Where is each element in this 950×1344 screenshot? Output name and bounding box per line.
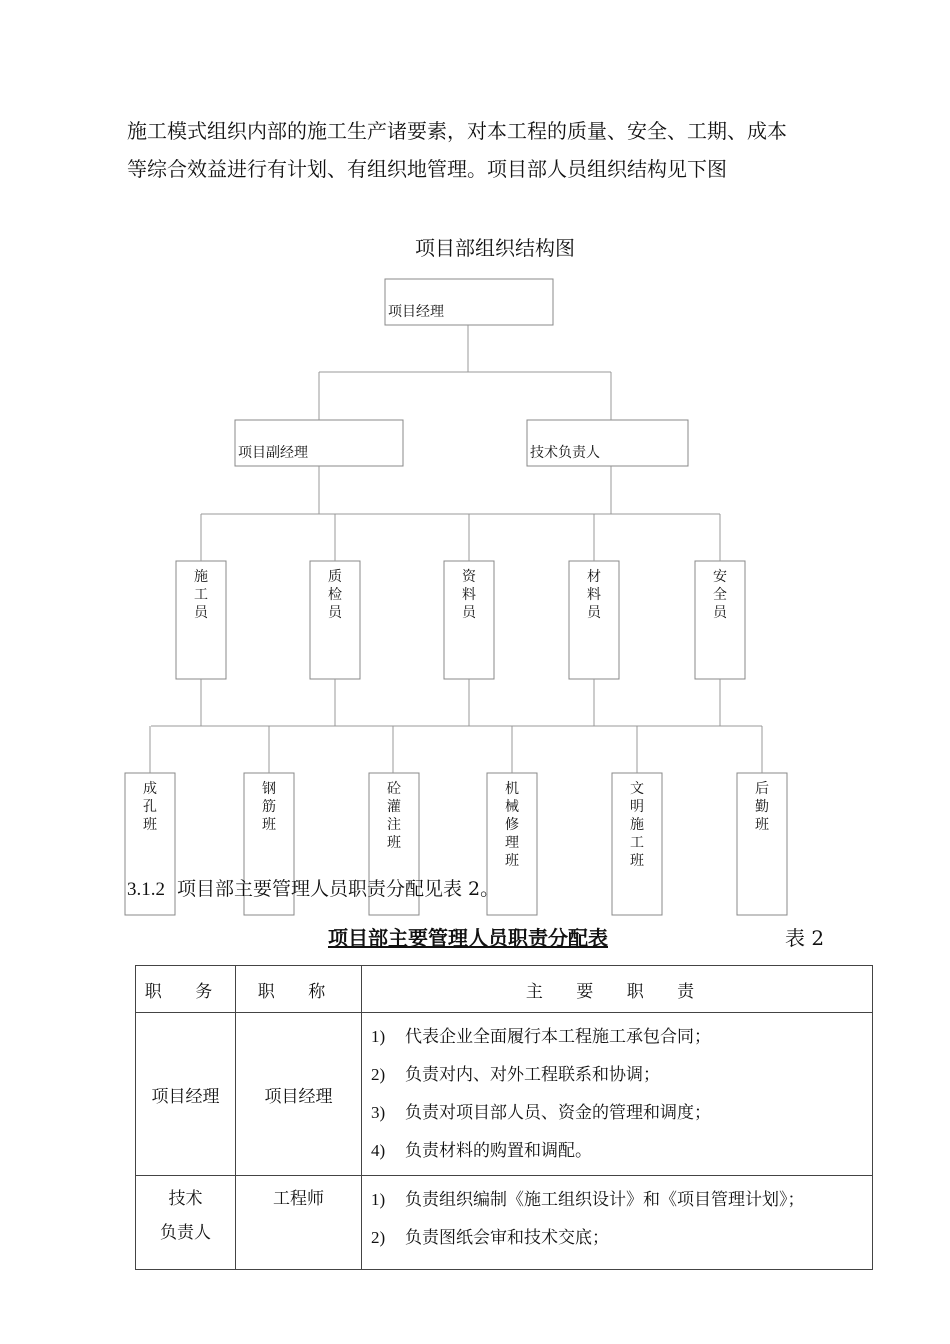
- org-box-label-char: 砼: [387, 781, 401, 797]
- org-box-label: 技术负责人: [530, 445, 600, 461]
- org-box-label-char: 安: [713, 569, 727, 585]
- duty-item: 2) 负责对内、对外工程联系和协调；: [371, 1065, 660, 1085]
- header-duties: 主 要 职 责: [362, 966, 873, 1013]
- org-box-label-char: 筋: [262, 799, 276, 815]
- org-box-label-char: 理: [505, 835, 519, 851]
- duty-item: 1) 代表企业全面履行本工程施工承包合同；: [371, 1027, 711, 1047]
- org-box-label-char: 工: [194, 587, 208, 603]
- org-box-label-char: 施: [630, 817, 644, 833]
- org-box-label-char: 员: [194, 605, 208, 621]
- org-box-tech: [527, 420, 688, 466]
- org-box-label: 项目经理: [388, 304, 444, 320]
- header-title: 职 称: [236, 966, 362, 1013]
- org-box-label-char: 机: [505, 781, 519, 797]
- org-box-label-char: 员: [462, 605, 476, 621]
- org-box-label-char: 班: [387, 835, 401, 851]
- org-box-label-char: 后: [755, 781, 769, 797]
- org-box-label-char: 质: [328, 569, 342, 585]
- org-box-staff: [444, 561, 494, 679]
- org-box-label-char: 员: [587, 605, 601, 621]
- org-box-label-char: 班: [630, 853, 644, 869]
- org-box-label-char: 员: [713, 605, 727, 621]
- org-box-label-char: 灌: [387, 799, 401, 815]
- org-chart-title: 项目部组织结构图: [415, 236, 575, 260]
- duty-item: 2) 负责图纸会审和技术交底；: [371, 1228, 609, 1248]
- org-box-label: 项目副经理: [238, 445, 308, 461]
- org-box-label-char: 械: [505, 799, 519, 815]
- org-box-label-char: 孔: [143, 799, 157, 815]
- org-box-label-char: 料: [587, 587, 601, 603]
- org-box-label-char: 全: [713, 587, 727, 603]
- org-box-staff: [695, 561, 745, 679]
- org-box-label-char: 明: [630, 799, 644, 815]
- org-box-label-char: 勤: [755, 799, 769, 815]
- org-box-deputy: [235, 420, 403, 466]
- org-box-label-char: 员: [328, 605, 342, 621]
- org-box-label-char: 班: [262, 817, 276, 833]
- duty-item: 4) 负责材料的购置和调配。: [371, 1141, 592, 1161]
- org-box-label-char: 施: [194, 569, 208, 585]
- org-box-label-char: 工: [630, 835, 644, 851]
- section-text: 项目部主要管理人员职责分配见表 2。: [177, 878, 500, 900]
- org-box-label-char: 班: [143, 817, 157, 833]
- cell-position: 项目经理: [136, 1013, 236, 1176]
- duty-table: [135, 965, 873, 1270]
- org-box-team: [612, 773, 662, 915]
- org-box-label-char: 检: [328, 587, 342, 603]
- cell-duties: [362, 1176, 873, 1270]
- cell-title: 工程师: [236, 1176, 362, 1270]
- org-box-label-char: 班: [755, 817, 769, 833]
- org-box-label-char: 修: [505, 817, 519, 833]
- cell-duties: [362, 1013, 873, 1176]
- org-box-label-char: 成: [143, 781, 157, 797]
- duty-item: 3) 负责对项目部人员、资金的管理和调度；: [371, 1103, 711, 1123]
- org-box-label-char: 材: [587, 569, 601, 585]
- duty-item: 1) 负责组织编制《施工组织设计》和《项目管理计划》；: [371, 1190, 805, 1210]
- table-title: 项目部主要管理人员职责分配表: [328, 926, 608, 950]
- org-box-team: [737, 773, 787, 915]
- org-box-staff: [176, 561, 226, 679]
- org-box-label-char: 钢: [262, 781, 276, 797]
- table-row: [136, 1013, 873, 1176]
- table-row: [136, 1176, 873, 1270]
- org-box-staff: [310, 561, 360, 679]
- header-position: 职 务: [136, 966, 236, 1013]
- section-heading: [127, 874, 499, 901]
- intro-line-2: 等综合效益进行有计划、有组织地管理。项目部人员组织结构见下图: [127, 157, 727, 181]
- org-box-label-char: 资: [462, 569, 476, 585]
- section-number: 3.1.2: [127, 879, 165, 900]
- org-box-label-char: 料: [462, 587, 476, 603]
- cell-position: 技术 负责人: [136, 1176, 236, 1270]
- org-box-manager: [385, 279, 553, 325]
- org-box-label-char: 文: [630, 781, 644, 797]
- org-box-staff: [569, 561, 619, 679]
- intro-line-1: 施工模式组织内部的施工生产诸要素，对本工程的质量、安全、工期、成本: [127, 119, 787, 143]
- org-box-label-char: 注: [387, 817, 401, 833]
- table-header-row: [136, 966, 873, 1013]
- org-box-label-char: 班: [505, 853, 519, 869]
- table-label: 表 2: [785, 926, 825, 950]
- cell-title: 项目经理: [236, 1013, 362, 1176]
